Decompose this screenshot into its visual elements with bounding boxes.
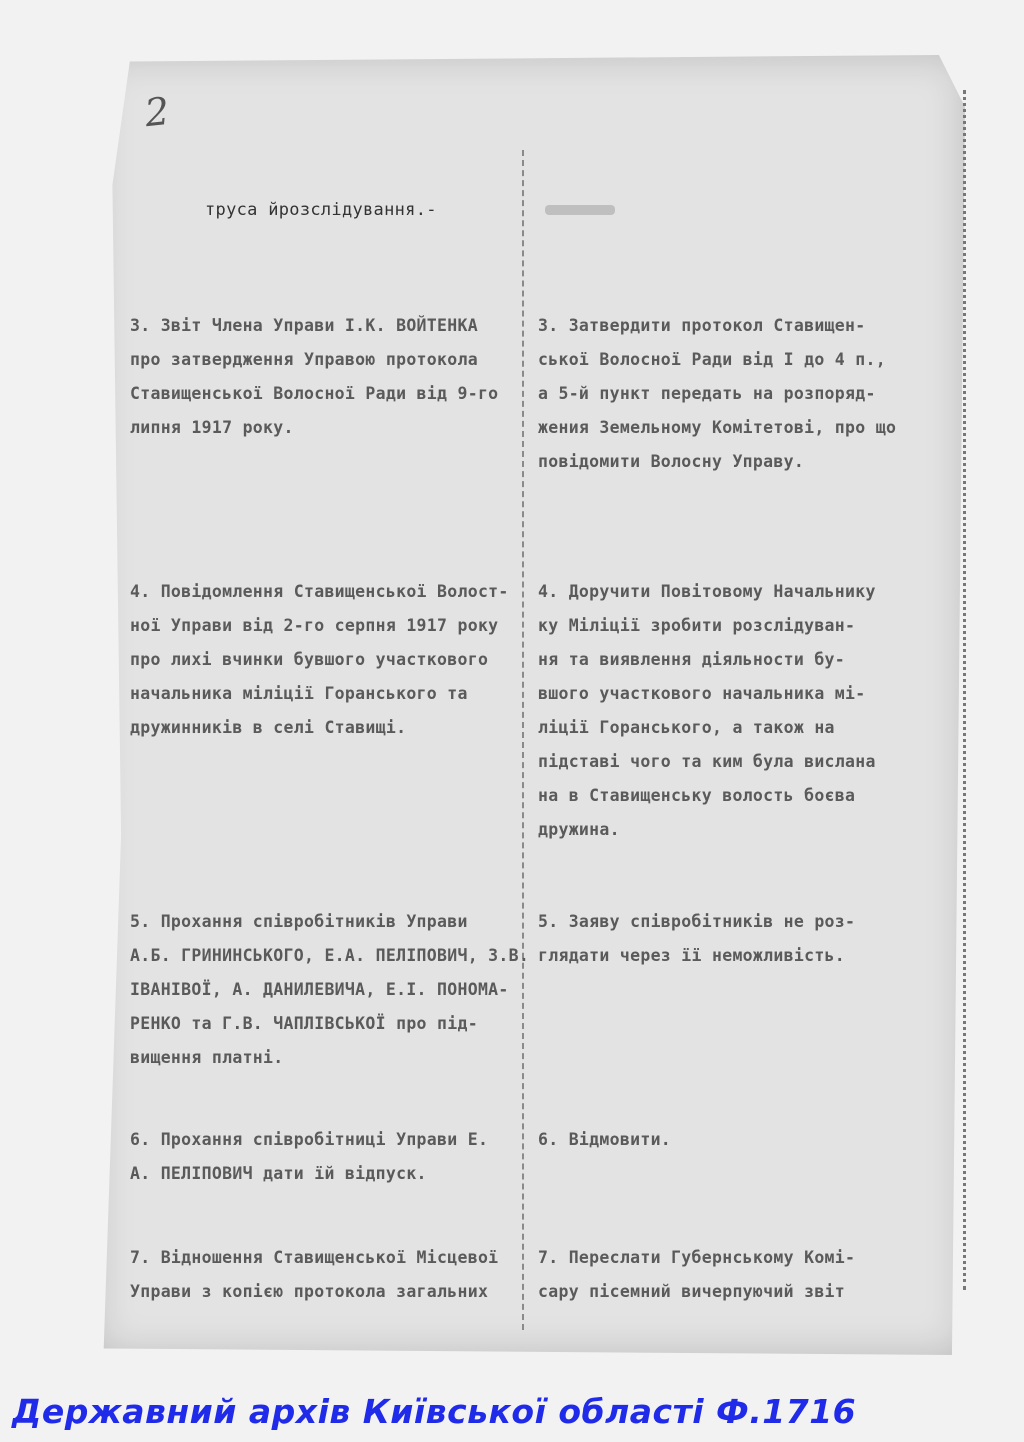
item-5-right-line: 5. Заяву співробітників не роз- [538,912,856,931]
intro-line: труса йрозслідування.- [205,200,437,220]
item-4-right-line: ня та виявлення діяльности бу- [538,650,846,669]
item-7-right-line: 7. Переслати Губернському Комі- [538,1248,856,1267]
item-3-left-line: липня 1917 року. [130,418,294,437]
item-7-left-line: 7. Відношення Ставищенської Місцевої [130,1248,499,1267]
item-4-left-line: про лихі вчинки бувшого участкового [130,650,489,669]
item-5-left-line: вищення платні. [130,1048,284,1067]
item-4-left-line: ної Управи від 2-го серпня 1917 року [130,616,499,635]
item-4-right-line: дружина. [538,820,620,839]
folio-number: 2 [142,88,172,136]
item-5-left-line: РЕНКО та Г.В. ЧАПЛІВСЬКОЇ про під- [130,1014,478,1033]
item-4-right-line: на в Ставищенську волость боєва [538,786,856,805]
item-3-right-line: повідомити Волосну Управу. [538,452,805,471]
item-4-right-line: ліції Горанського, а також на [538,718,835,737]
item-3-left-line: 3. Звіт Члена Управи І.К. ВОЙТЕНКА [130,316,478,335]
item-4-left-line: начальника міліції Горанського та [130,684,468,703]
item-5-left-line: 5. Прохання співробітників Управи [130,912,468,931]
item-3-right-line: а 5-й пункт передать на розпоряд- [538,384,876,403]
item-4-right-line: вшого участкового начальника мі- [538,684,866,703]
item-4-right-line: ку Міліції зробити розслідуван- [538,616,856,635]
binding-edge [959,90,966,1290]
item-5-left-line: А.Б. ГРИНИНСЬКОГО, Е.А. ПЕЛІПОВИЧ, З.В. [130,946,530,965]
archive-caption: Державний архів Київської області Ф.1716 [12,1392,857,1431]
item-4-right-line: 4. Доручити Повітовому Начальнику [538,582,876,601]
item-5-left-line: ІВАНІВОЇ, А. ДАНИЛЕВИЧА, Е.І. ПОНОМА- [130,980,509,999]
item-4-left-line: 4. Повідомлення Ставищенської Волост- [130,582,509,601]
item-3-right-line: 3. Затвердити протокол Ставищен- [538,316,866,335]
item-4-right-line: підставі чого та ким була вислана [538,752,876,771]
item-7-left-line: Управи з копією протокола загальних [130,1282,489,1301]
item-3-right-line: жения Земельному Комітетові, про що [538,418,897,437]
item-5-right-line: глядати через її неможливість. [538,946,846,965]
document-sheet [95,55,965,1355]
item-3-left-line: про затвердження Управою протокола [130,350,478,369]
item-4-left-line: дружинників в селі Ставищі. [130,718,407,737]
item-6-right-line: 6. Відмовити. [538,1130,672,1149]
item-3-right-line: ської Волосної Ради від І до 4 п., [538,350,886,369]
item-6-left-line: А. ПЕЛІПОВИЧ дати їй відпуск. [130,1164,427,1183]
ink-smudge [545,205,615,215]
item-6-left-line: 6. Прохання співробітниці Управи Е. [130,1130,489,1149]
item-3-left-line: Ставищенської Волосної Ради від 9-го [130,384,499,403]
item-7-right-line: сару пісемний вичерпуючий звіт [538,1282,846,1301]
column-divider [522,150,524,1330]
